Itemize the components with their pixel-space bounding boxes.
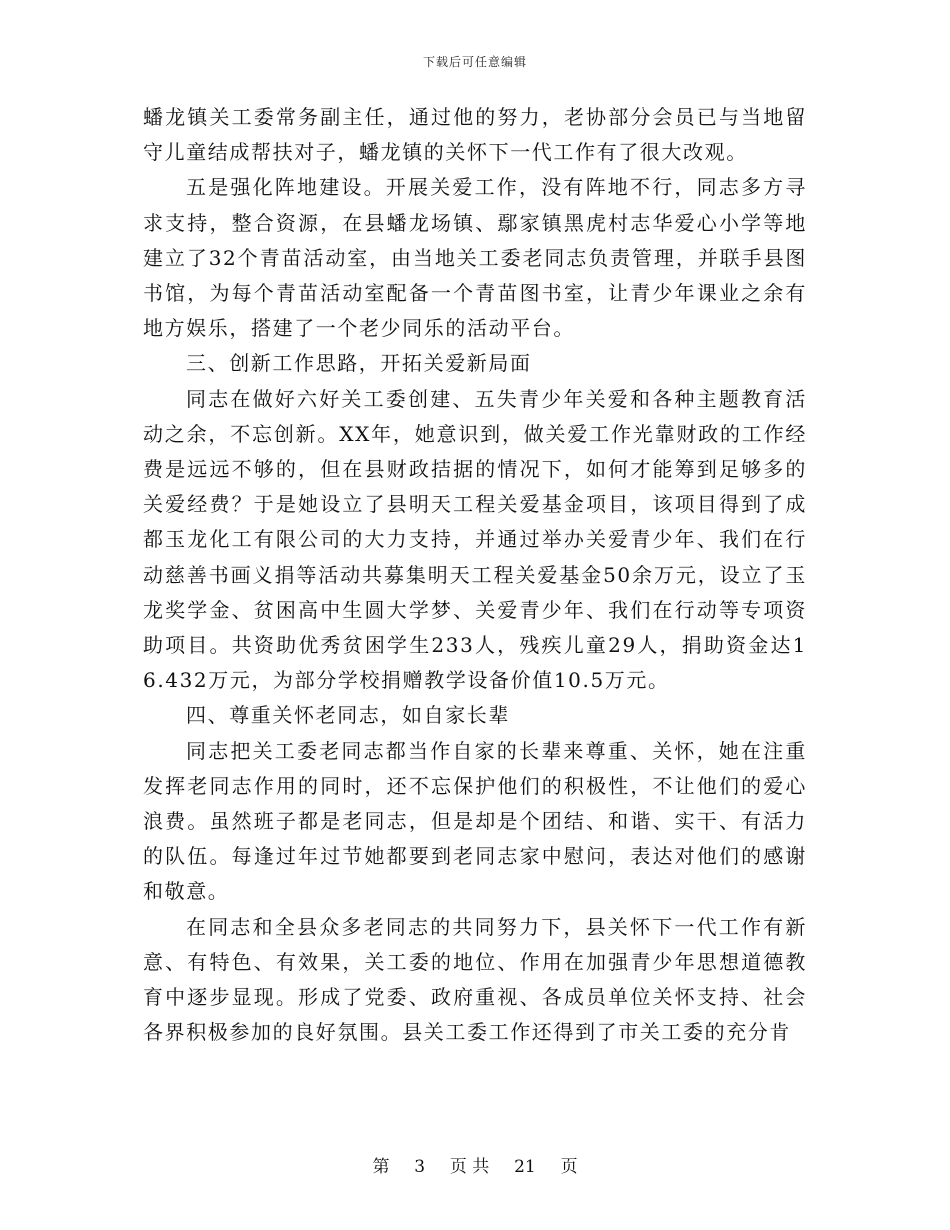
- page-header: 下载后可任意编辑: [422, 55, 527, 69]
- footer-prefix: 第: [372, 1157, 390, 1177]
- section-heading-3: 三、创新工作思路，开拓关爱新局面: [186, 351, 532, 376]
- page-footer: [0, 1156, 950, 1178]
- footer-current-page: 3: [414, 1157, 426, 1177]
- paragraph-7: 在同志和全县众多老同志的共同努力下，县关怀下一代工作有新意、有特色、有效果，关工委的地位、作用在加强青少年思想道德教育中逐步显现。形成了党委、政府重视、各成员单位关怀支持、社会各界积极参加的良好氛围。县关工委工作还得到了市关工委的充分肯: [143, 914, 807, 1045]
- paragraph-6: 同志把关工委老同志都当作自家的长辈来尊重、关怀，她在注重发挥老同志作用的同时，还不忘保护他们的积极性，不让他们的爱心浪费。虽然班子都是老同志，但是却是个团结、和谐、实干、有活力的队伍。每逢过年过节她都要到老同志家中慰问，表达对他们的感谢和敬意。: [143, 738, 807, 904]
- footer-total-pages: 21: [514, 1157, 536, 1177]
- paragraph-4: 同志在做好六好关工委创建、五失青少年关爱和各种主题教育活动之余，不忘创新。XX年，她意识到，做关爱工作光靠财政的工作经费是远远不够的，但在县财政拮据的情况下，如何才能筹到足够多的关爱经费？于是她设立了县明天工程关爱基金项目，该项目得到了成都玉龙化工有限公司的大力支持，并通过举办关爱青少年、我们在行动慈善书画义捐等活动共募集明天工程关爱基金50余万元，设立了玉龙奖学金、贫困高中生圆大学梦、关爱青少年、我们在行动等专项资助项目。共资助优秀贫困学生233人，残疾儿童29人，捐助资金达16.432万元，为部分学校捐赠教学设备价值10.5万元。: [143, 386, 807, 693]
- footer-middle: 页 共: [449, 1157, 490, 1177]
- paragraph-2: 五是强化阵地建设。开展关爱工作，没有阵地不行，同志多方寻求支持，整合资源，在县蟠龙场镇、鄢家镇黑虎村志华爱心小学等地建立了32个青苗活动室，由当地关工委老同志负责管理，并联手县图书馆，为每个青苗活动室配备一个青苗图书室，让青少年课业之余有地方娱乐，搭建了一个老少同乐的活动平台。: [143, 175, 807, 341]
- document-body: [143, 100, 807, 1050]
- paragraph-1: 蟠龙镇关工委常务副主任，通过他的努力，老协部分会员已与当地留守儿童结成帮扶对子，蟠龙镇的关怀下一代工作有了很大改观。: [143, 105, 807, 165]
- section-heading-4: 四、尊重关怀老同志，如自家长辈: [186, 703, 510, 728]
- footer-suffix: 页: [560, 1157, 578, 1177]
